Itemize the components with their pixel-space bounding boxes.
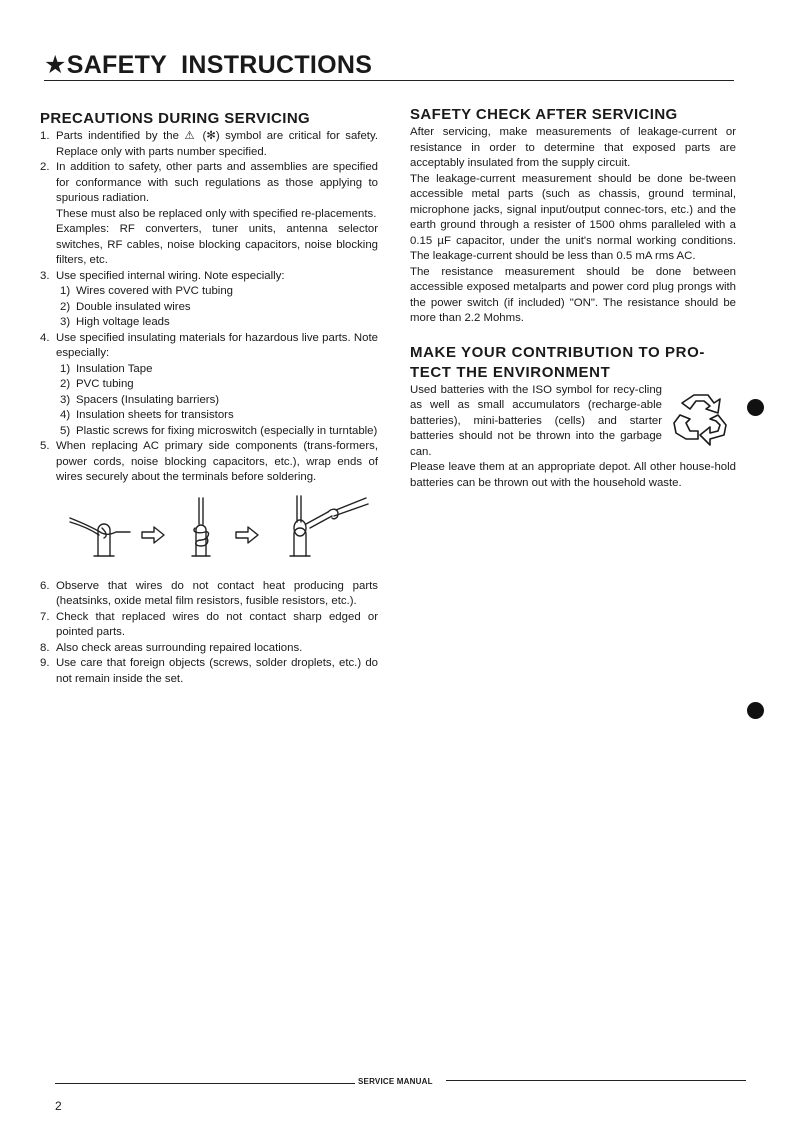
warning-triangle-icon: ⚠ (✻): [184, 130, 220, 142]
sub-item: 1) Wires covered with PVC tubing: [60, 285, 233, 297]
sub-item: 3) High voltage leads: [60, 316, 170, 328]
sub-item: 3) Spacers (Insulating barriers): [60, 393, 220, 406]
binder-hole-mark: [747, 399, 764, 416]
precaution-item-9: 9. Use care that foreign objects (screws, solder droplets, etc.) do not remain inside the set.: [40, 657, 378, 685]
page-title: [44, 50, 372, 80]
precautions-list-continued: [40, 579, 378, 688]
binder-hole-mark: [747, 702, 764, 719]
wire-wrap-diagram: [66, 494, 378, 569]
precaution-item-1: 1. Parts indentified by the ⚠ (✻) symbol are critical for safety. Replace only with parts number specified.: [40, 130, 378, 158]
environment-heading-line-2: TECT THE ENVIRONMENT: [410, 363, 611, 381]
safety-check-paragraph-1: After servicing, make measurements of leakage-current or resistance in order to determine that exposed parts are acceptably insulated from the supply circuit.: [410, 126, 736, 169]
precaution-item-4: 4. Use specified insulating materials for hazardous live parts. Note especially: 1) Insulation Tape 2) PVC tubing 3) Spacers (Insulating barriers) 4) Insulation sheets for transistors 5) Plastic screws for fixing microswitch (especially in turntable): [40, 331, 378, 440]
wire-wrap-illustration: [66, 494, 386, 564]
arrow-right-icon: [236, 527, 258, 543]
terminal-step-2-icon: [192, 498, 210, 556]
title-word-safety: SAFETY: [66, 51, 168, 79]
sub-item: 4) Insulation sheets for transistors: [60, 409, 234, 421]
precautions-list: [40, 129, 378, 486]
safety-check-paragraph-2: The leakage-current measurement should be done be-tween accessible metal parts (such as chassis, ground terminal, microphone jacks, signal input/output connec-tors, etc.) and the earth ground through a resister of 1500 ohms paralleled with a 0.15 µF capacitor, under the unit's normal working conditions. The leakage-current should be less than 0.5 mA rms AC.: [410, 172, 736, 262]
safety-check-heading: SAFETY CHECK AFTER SERVICING: [410, 106, 678, 123]
precaution-item-6: 6. Observe that wires do not contact heat producing parts (heatsinks, oxide metal film resistors, fusible resistors, etc.).: [40, 579, 378, 607]
title-word-instructions: INSTRUCTIONS: [181, 51, 373, 79]
sub-item: 5) Plastic screws for fixing microswitch (especially in turntable): [60, 424, 378, 437]
insulation-sublist: [56, 362, 378, 440]
terminal-step-1-icon: [70, 518, 130, 556]
page-number: 2: [55, 1099, 62, 1113]
footer-rule-right: [446, 1080, 746, 1081]
precaution-item-3: 3. Use specified internal wiring. Note especially: 1) Wires covered with PVC tubing 2) Double insulated wires 3) High voltage leads: [40, 269, 378, 331]
precautions-heading: PRECAUTIONS DURING SERVICING: [40, 110, 311, 127]
precaution-item-2: 2. In addition to safety, other parts and assemblies are specified for conformance with such regulations as those applying to spurious radiation. These must also be replaced only with specified re-placements. Examples: RF converters, tuner units, antenna selector switches, RF cables, noise blocking capacitors, noise blocking filters, etc.: [40, 161, 378, 266]
safety-check-section: [410, 105, 736, 327]
environment-paragraph-1: Used batteries with the ISO symbol for recy-cling as well as small accumulators (recharge-able batteries), mini-batteries (cells) and starter batteries should not be thrown into the garbage can.: [410, 383, 662, 458]
footer-rule-left: [55, 1083, 355, 1084]
wiring-sublist: [56, 284, 378, 331]
soldering-iron-icon: [290, 496, 368, 556]
sub-item: 2) Double insulated wires: [60, 300, 191, 313]
footer-label: SERVICE MANUAL: [358, 1077, 433, 1086]
precaution-item-7: 7. Check that replaced wires do not contact sharp edged or pointed parts.: [40, 610, 378, 638]
precautions-section: [40, 109, 378, 687]
right-column: [410, 105, 736, 491]
environment-paragraph-2: Please leave them at an appropriate depot. All other house-hold batteries can be thrown out with the household waste.: [410, 461, 736, 489]
environment-section: [410, 343, 736, 492]
star-icon: ★: [44, 51, 67, 79]
safety-check-paragraph-3: The resistance measurement should be done between accessible exposed metalparts and power cord plug prongs with the power switch (if included) "ON". The resistance should be more than 2.2 Mohms.: [410, 265, 736, 324]
precaution-item-8: 8. Also check areas surrounding repaired locations.: [40, 641, 303, 654]
title-rule: [44, 80, 734, 81]
recycling-symbol-icon: [668, 391, 732, 449]
arrow-right-icon: [142, 527, 164, 543]
sub-item: 1) Insulation Tape: [60, 362, 153, 375]
environment-heading-line-1: MAKE YOUR CONTRIBUTION TO PRO-: [410, 343, 705, 361]
precaution-item-5: 5. When replacing AC primary side components (trans-formers, power cords, noise blocking capacitors, etc.), wrap ends of wires securely about the terminals before soldering.: [40, 440, 378, 483]
sub-item: 2) PVC tubing: [60, 378, 134, 390]
